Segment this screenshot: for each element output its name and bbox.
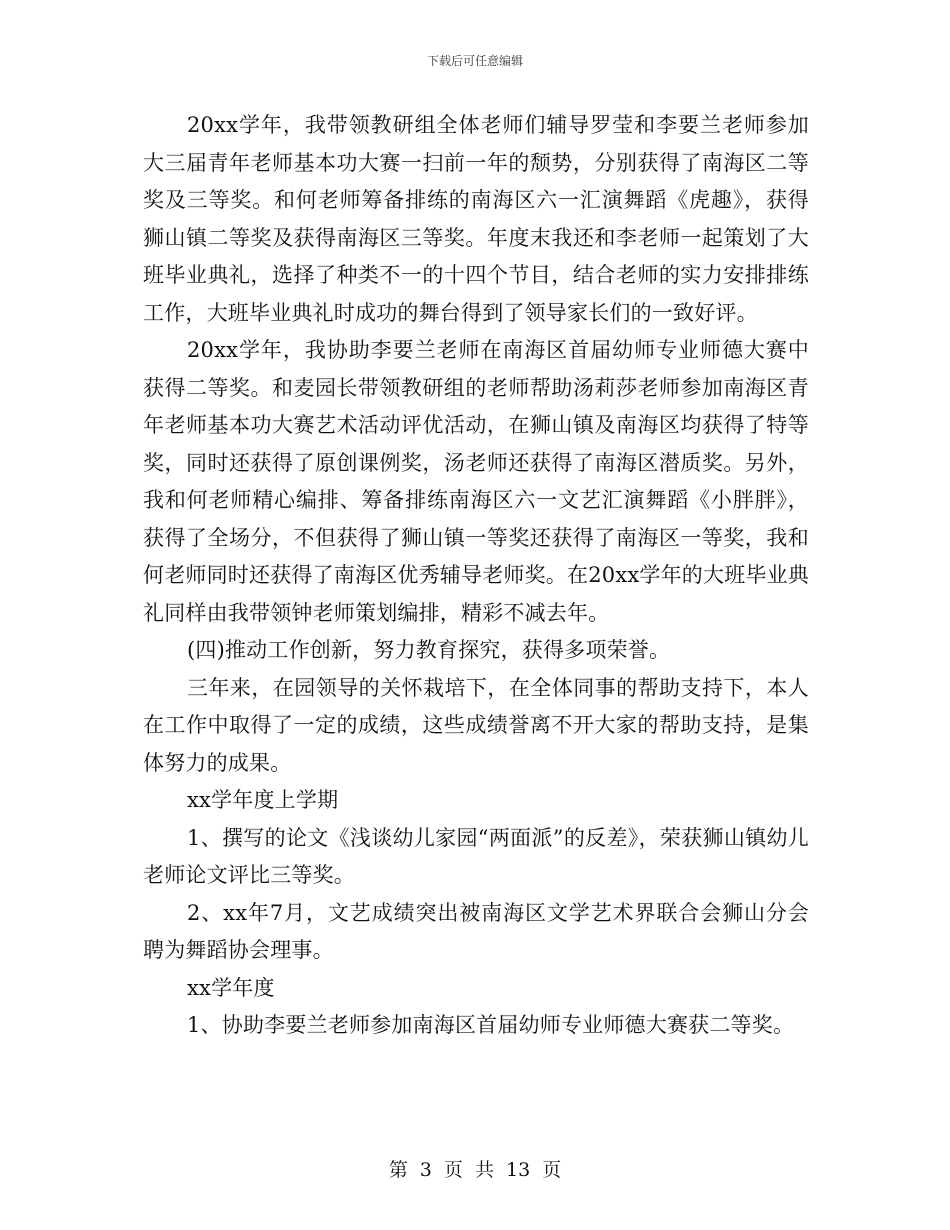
paragraph-3: 三年来，在园领导的关怀栽培下，在全体同事的帮助支持下，本人在工作中取得了一定的成绩，这些成绩誉离不开大家的帮助支持，是集体努力的成果。 [143,675,809,775]
header-note: 下载后可任意编辑 [426,54,523,68]
page-number: 第 3 页 共 13 页 [388,1159,562,1181]
paragraph-2: 20xx学年，我协助李要兰老师在南海区首届幼师专业师德大赛中获得二等奖。和麦园长带领教研组的老师帮助汤莉莎老师参加南海区青年老师基本功大赛艺术活动评优活动，在狮山镇及南海区均获得了特等奖，同时还获得了原创课例奖，汤老师还获得了南海区潜质奖。另外，我和何老师精心编排、筹备排练南海区六一文艺汇演舞蹈《小胖胖》，获得了全场分，不但获得了狮山镇一等奖还获得了南海区一等奖，我和何老师同时还获得了南海区优秀辅导老师奖。在20xx学年的大班毕业典礼同样由我带领钟老师策划编排，精彩不减去年。 [143,338,810,625]
document-body [143,107,809,1045]
list-item-1: 1、撰写的论文《浅谈幼儿家园“两面派”的反差》，荣获狮山镇幼儿老师论文评比三等奖。 [143,825,809,887]
subheading-school-year: xx学年度 [187,975,275,1000]
subheading-first-semester: xx学年度上学期 [187,788,339,812]
paragraph-1: 20xx学年，我带领教研组全体老师们辅导罗莹和李要兰老师参加大三届青年老师基本功大赛一扫前一年的颓势，分别获得了南海区二等奖及三等奖。和何老师筹备排练的南海区六一汇演舞蹈《虎趣》，获得狮山镇二等奖及获得南海区三等奖。年度末我还和李老师一起策划了大班毕业典礼，选择了种类不一的十四个节目，结合老师的实力安排排练工作，大班毕业典礼时成功的舞台得到了领导家长们的一致好评。 [143,113,809,325]
section-heading-4: (四)推动工作创新，努力教育探究，获得多项荣誉。 [187,638,671,662]
list-item-2: 2、xx年7月，文艺成绩突出被南海区文学艺术界联合会狮山分会聘为舞蹈协会理事。 [143,900,809,962]
list-item-3: 1、协助李要兰老师参加南海区首届幼师专业师德大赛获二等奖。 [187,1013,795,1037]
